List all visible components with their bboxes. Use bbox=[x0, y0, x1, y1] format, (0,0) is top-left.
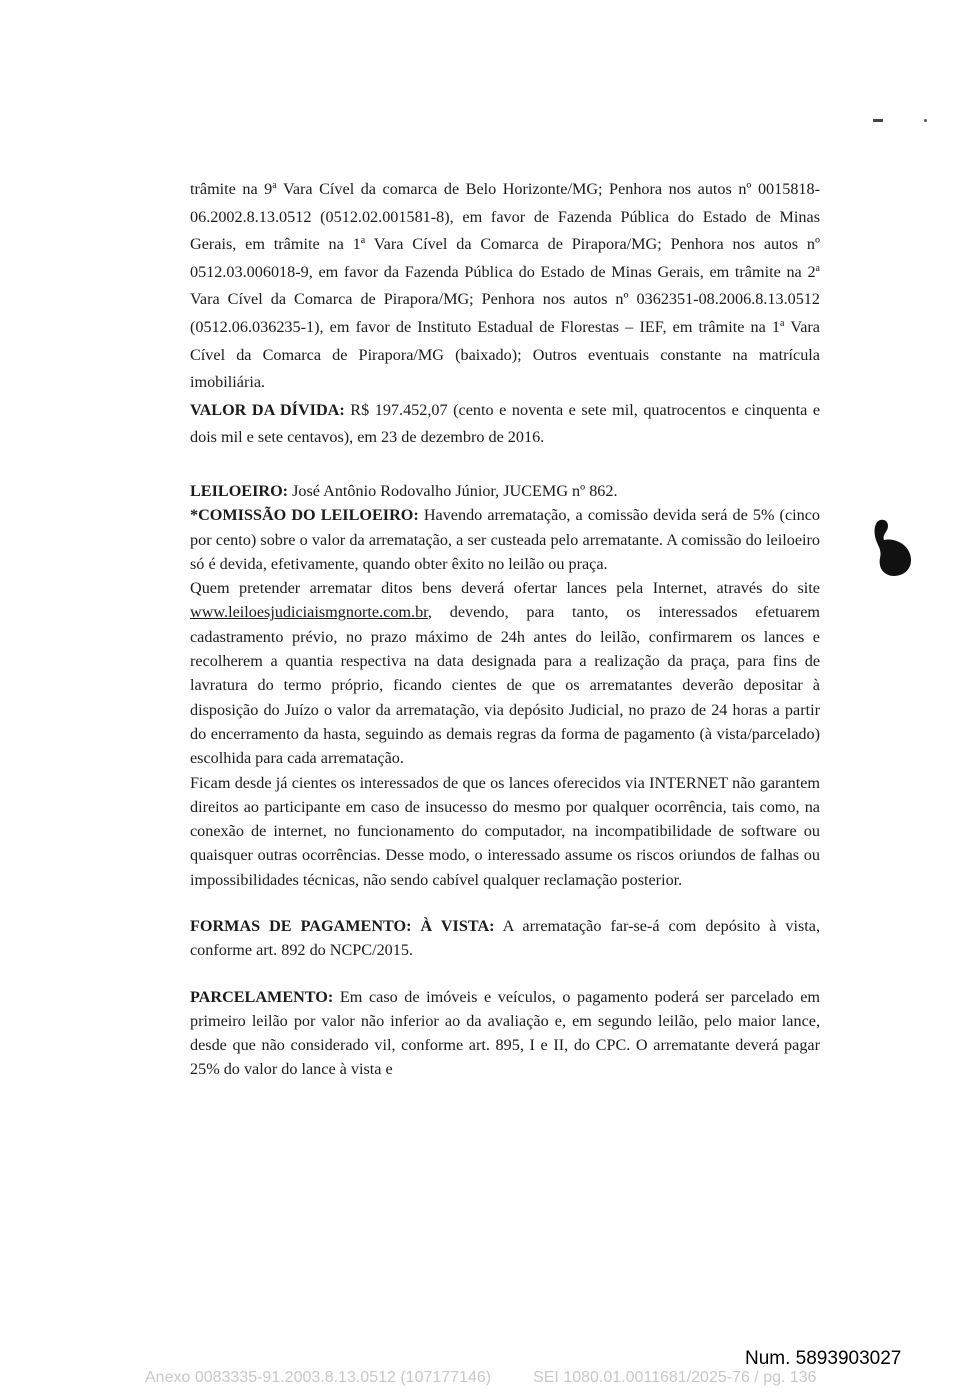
document-number: Num. 5893903027 bbox=[745, 1348, 902, 1369]
paragraph-internet-risks: Ficam desde já cientes os interessados de que os lances oferecidos via INTERNET não garantem direitos ao participante em caso de insucesso do mesmo por qualquer ocorrência, tais como, na conexão de internet, no funcionamento do computador, na incompatibilidade de software ou quaisquer outras ocorrências. Desse modo, o interessado assume os riscos oriundos de falhas ou impossibilidades técnicas, não sendo cabível qualquer reclamação posterior. bbox=[190, 773, 820, 889]
auction-site-link[interactable]: www.leiloesjudiciaismgnorte.com.br bbox=[190, 603, 428, 622]
paragraph-payment-forms: FORMAS DE PAGAMENTO: À VISTA: A arrematação far-se-á com depósito à vista, conforme art. 892 do NCPC/2015. bbox=[190, 916, 820, 960]
paragraph-online-bids: Quem pretender arrematar ditos bens deverá ofertar lances pela Internet, através do site www.leiloesjudiciaismgnorte.com.br, devendo, para tanto, os interessados efetuarem cadastramento prévio, no prazo máximo de 24h antes do leilão, confirmarem os lances e recolherem a quantia respectiva na data designada para a realização da praça, para fins de lavratura do termo próprio, ficando cientes de que os arrematantes deverão depositar à disposição do Juízo o valor da arrematação, via depósito Judicial, no prazo de 24 horas a partir do encerramento da hasta, seguindo as demais regras da forma de pagamento (à vista/parcelado) escolhida para cada arrematação. bbox=[190, 579, 820, 768]
paragraph-installments: PARCELAMENTO: Em caso de imóveis e veículos, o pagamento poderá ser parcelado em primeiro leilão por valor não inferior ao da avaliação e, em segundo leilão, pelo maior lance, desde que não considerado vil, conforme art. 895, I e II, do CPC. O arrematante deverá pagar 25% do valor do lance à vista e bbox=[190, 987, 820, 1079]
paragraph-debt-value: VALOR DA DÍVIDA: R$ 197.452,07 (cento e noventa e sete mil, quatrocentos e cinquenta e dois mil e sete centavos), em 23 de dezembro de 2016. bbox=[190, 400, 821, 447]
ink-blot bbox=[872, 518, 914, 578]
paragraph-commission: *COMISSÃO DO LEILOEIRO: Havendo arrematação, a comissão devida será de 5% (cinco por cento) sobre o valor da arrematação, a ser custeada pelo arrematante. A comissão do leiloeiro só é devida, efetivamente, quando obter êxito no leilão ou praça. bbox=[190, 506, 820, 573]
scan-mark bbox=[873, 119, 883, 122]
scan-dot bbox=[924, 119, 927, 122]
paragraph-liens: trâmite na 9$^a$ Vara Cível da comarca de Belo Horizonte/MG; Penhora nos autos nº 0015818-06.2002.8.13.0512 (0512.02.001581-8), em favor de Fazenda Pública do Estado de Minas Gerais, em trâmite na 1$^a$ Vara Cível da Comarca de Pirapora/MG; Penhora nos autos nº 0512.03.006018-9, em favor da Fazenda Pública do Estado de Minas Gerais, em trâmite na 2$^a$ Vara Cível da Comarca de Pirapora/MG; Penhora nos autos nº 0362351-08.2006.8.13.0512 (0512.06.036235-1), em favor de Instituto Estadual de Florestas – IEF, em trâmite na 1$^a$ Vara Cível da Comarca de Pirapora/MG (baixado); Outros eventuais constante na matrícula imobiliária. bbox=[190, 180, 821, 392]
annex-reference: Anexo 0083335-91.2003.8.13.0512 (107177146) bbox=[145, 1369, 492, 1386]
paragraph-auctioneer: LEILOEIRO: José Antônio Rodovalho Júnior, JUCEMG nº 862. bbox=[190, 481, 618, 500]
sei-reference: SEI 1080.01.0011681/2025-76 / pg. 136 bbox=[533, 1369, 817, 1386]
footer-stamp bbox=[145, 1369, 817, 1387]
auction-section bbox=[190, 479, 820, 1082]
document-body bbox=[190, 176, 820, 1082]
